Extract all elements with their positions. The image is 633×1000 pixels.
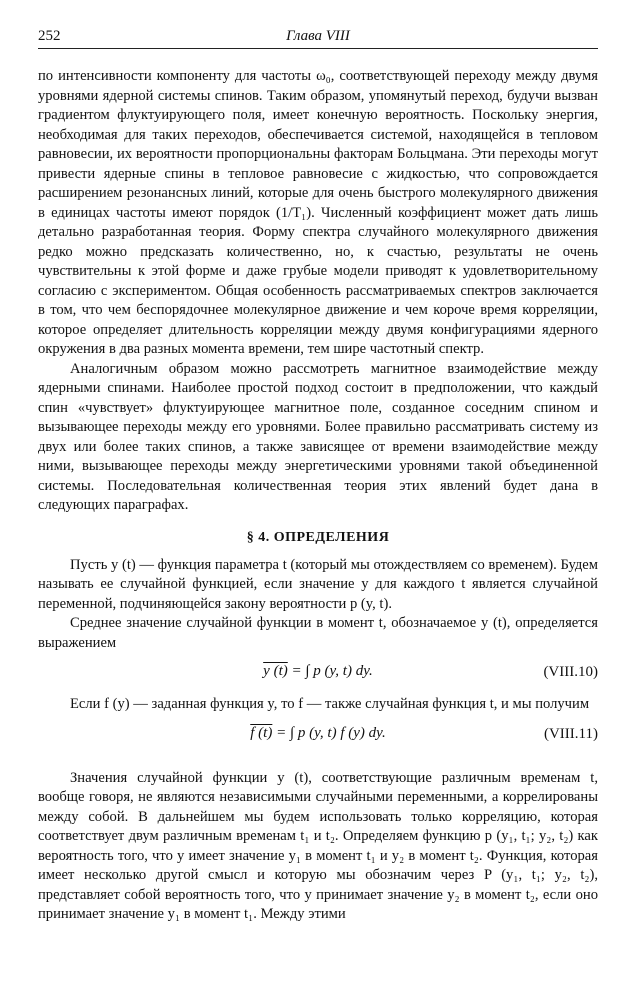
paragraph-function-f: Если f (y) — заданная функция y, то f — также случайная функция t, и мы получим: [70, 696, 590, 712]
spacer: [38, 757, 598, 769]
equation-viii-10-rhs: = ∫ p (y, t) dy.: [287, 663, 373, 679]
paragraph-spin-interaction: Аналогичным образом можно рассмотреть магнитное взаимодействие между ядерными спинами. Наиболее простой подход состоит в предположении, что каждый спин «чувствует» флуктуирующее магнитное поле, созданное соседним спином и вызывающее переходы между его уровнями. Более правильно рассматривать систему из двух или более таких спинов, а также зависящее от времени взаимодействие между ними, вызывающее переходы между энергетическими уровнями такой объединенной системы. Последовательная количественная теория этих явлений будет дана в следующих параграфах.: [38, 360, 598, 513]
running-head: Глава VIII: [286, 28, 350, 44]
book-page: [38, 26, 598, 925]
equation-viii-11-lhs: f (t): [250, 724, 273, 741]
page-header: [38, 26, 598, 49]
page-number: 252: [38, 28, 61, 44]
equation-viii-10-number: (VIII.10): [543, 664, 598, 680]
equation-viii-11-number: (VIII.11): [543, 725, 598, 742]
equation-viii-10-lhs: y (t): [263, 663, 288, 679]
equation-viii-11: [38, 721, 598, 751]
body-text: [38, 67, 598, 925]
section-title: § 4. ОПРЕДЕЛЕНИЯ: [246, 529, 390, 545]
equation-viii-11-rhs: = ∫ p (y, t) f (y) dy.: [272, 724, 386, 741]
paragraph-mean-value: Среднее значение случайной функции в момент t, обозначаемое y (t), определяется выражением: [38, 615, 598, 651]
equation-viii-10-formula: [38, 663, 598, 680]
paragraph-correlation: Значения случайной функции y (t), соответствующие различным временам t, вообще говоря, не являются независимыми случайными переменными, а коррелированы между собой. В дальнейшем мы будем использовать только корреляцию, которая соответствует двум различным временам t₁ и t₂. Определяем функцию p (y₁, t₁; y₂, t₂) как вероятность того, что y имеет значение y₁ в момент t₁ и y₂ в момент t₂. Функция, которая имеет несколько другой смысл и которую мы обозначим через P (y₁, t₁; y₂, t₂), представляет собой вероятность того, что y принимает значение y₂ в момент t₂, если оно принимает значение y₁ в момент t₁. Между этими: [38, 769, 598, 922]
paragraph-continuation: по интенсивности компоненту для частоты ω₀, соответствующей переходу между двумя уровнями ядерной системы спинов. Таким образом, упомянутый переход, будучи вызван градиентом флуктуирующего поля, имеет конечную вероятность. Поскольку энергия, необходимая для таких переходов, обеспечивается системой, находящейся в тепловом равновесии, их вероятности пропорциональны факторам Больцмана. Эти переходы могут привести ядерные спины в тепловое равновесие с жидкостью, что сопровождается расширением резонансных линий, которые для очень быстрого молекулярного движения в единицах частоты имеют порядок (1/T₁). Численный коэффициент может дать лишь детально разработанная теория. Форму спектра случайного молекулярного движения редко можно предсказать количественно, но, к счастью, результаты не очень чувствительны к этой форме и даже грубые модели приводят к удовлетворительному согласию с экспериментом. Общая особенность рассматриваемых спектров заключается в том, что чем беспорядочнее молекулярное движение и чем короче время корреляции, которое определяет длительность корреляции между двумя конфигурациями ядерного окружения в два разных момента времени, тем шире частотный спектр.: [38, 68, 598, 357]
equation-viii-10: [38, 659, 598, 689]
paragraph-definition: Пусть y (t) — функция параметра t (который мы отождествляем со временем). Будем называть ее случайной функцией, если значение y для каждого t является случайной переменной, подчиняющейся закону вероятности p (y, t).: [38, 556, 598, 612]
equation-viii-11-formula: [38, 725, 598, 742]
